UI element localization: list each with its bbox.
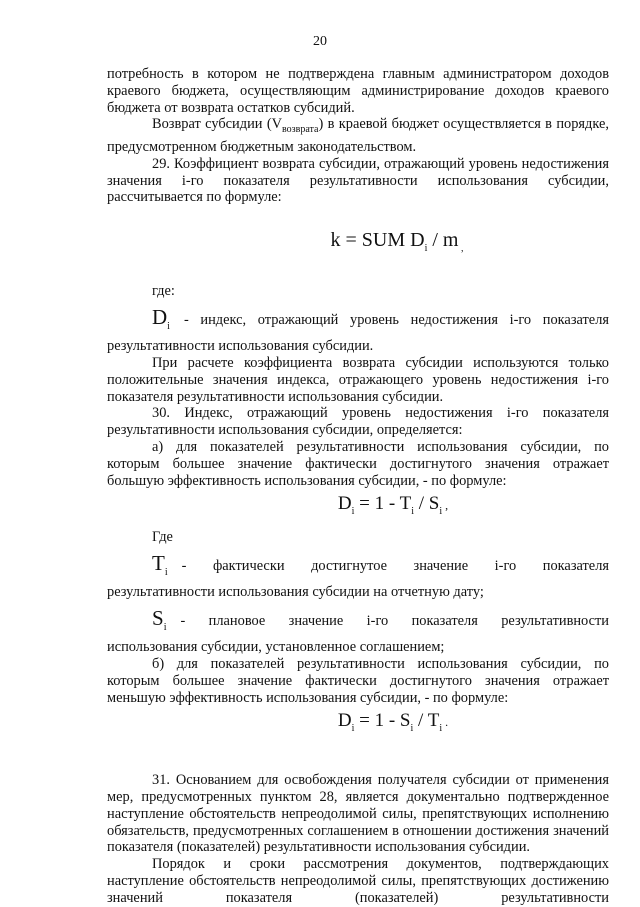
formula-b bbox=[107, 710, 609, 740]
definition-ti bbox=[107, 552, 609, 584]
where-label-1: где: bbox=[152, 283, 175, 300]
definition-ti-line1: - фактически достигнутое значение i-го показателя bbox=[181, 558, 609, 574]
formula-a-d-sub: i bbox=[351, 506, 355, 518]
paragraph-order: Порядок и сроки рассмотрения документов, подтверждающих наступление обстоятельств непреодолимой силы, препятствующих достижению значений показателя (показателей) результативности bbox=[107, 856, 609, 906]
paragraph-31: 31. Основанием для освобождения получателя субсидии от применения мер, предусмотренных пунктом 28, является документально подтвержденное наступление обстоятельств непреодолимой силы, препятствующих исполнению обязательств, предусмотренных соглашением в отношении достижения значений показателя (показателей) результативности использования субсидии. bbox=[107, 772, 609, 856]
formula-b-t-sub: i bbox=[439, 723, 443, 735]
formula-a-slash: / S bbox=[413, 493, 440, 515]
symbol-ti-letter: T bbox=[152, 551, 165, 575]
paragraph-intro: потребность в котором не подтверждена главным администратором доходов краевого бюджета, осуществляющим администрирование доходов краевого бюджета от возврата остатков субсидий. bbox=[107, 66, 609, 116]
paragraph-29: 29. Коэффициент возврата субсидии, отражающий уровень недостижения значения i-го показателя результативности использования субсидии, рассчитывается по формуле: bbox=[107, 155, 609, 206]
page-body bbox=[107, 66, 609, 907]
return-text-b: ) в краевой бюджет осуществляется в порядке, предусмотренном бюджетным законодательством. bbox=[107, 116, 609, 156]
formula-b-slash: / T bbox=[413, 710, 440, 732]
definition-si-line1: - плановое значение i-го показателя результативности bbox=[180, 612, 609, 629]
formula-b-d-sub: i bbox=[351, 723, 355, 735]
symbol-si-letter: S bbox=[152, 605, 164, 630]
definition-si-rest: использования субсидии, установленное соглашением; bbox=[107, 639, 445, 656]
symbol-ti-sub: i bbox=[164, 567, 168, 579]
symbol-si-sub: i bbox=[163, 622, 167, 634]
formula-a bbox=[107, 493, 609, 523]
where-label-2: Где bbox=[152, 529, 173, 546]
definition-di-rest: результативности использования субсидии. bbox=[107, 338, 374, 355]
page-number: 20 bbox=[313, 34, 327, 49]
definition-ti-rest: результативности использования субсидии на отчетную дату; bbox=[107, 584, 484, 601]
formula-k-c: , bbox=[458, 243, 464, 255]
paragraph-30a: а) для показателей результативности использования субсидии, по которым большее значение фактически достигнутого значения отражает большую эффективность использования субсидии, - по формуле: bbox=[107, 439, 609, 489]
formula-b-mid: = 1 - S bbox=[354, 710, 411, 732]
formula-k-sub: i bbox=[424, 243, 428, 255]
symbol-di bbox=[152, 306, 170, 338]
formula-k-a: k = SUM D bbox=[330, 229, 425, 252]
formula-b-end: . bbox=[442, 715, 449, 730]
paragraph-30b: б) для показателей результативности использования субсидии, по которым большее значение фактически достигнутого значения отражает меньшую эффективность использования субсидии, - по формуле: bbox=[107, 655, 609, 706]
formula-a-end: , bbox=[442, 498, 449, 513]
definition-di-line1: - индекс, отражающий уровень недостижения i-го показателя bbox=[183, 312, 609, 329]
symbol-si bbox=[152, 607, 166, 639]
symbol-di-sub: i bbox=[167, 321, 170, 333]
definition-di bbox=[107, 306, 609, 338]
formula-a-s-sub: i bbox=[439, 506, 443, 518]
spacer bbox=[107, 746, 609, 772]
symbol-ti bbox=[152, 552, 168, 584]
definition-si bbox=[107, 607, 609, 639]
formula-a-mid: = 1 - T bbox=[354, 493, 412, 515]
formula-a-t-sub: i bbox=[411, 506, 414, 518]
formula-k-b: / m bbox=[427, 229, 459, 252]
formula-b-d: D bbox=[337, 710, 352, 732]
paragraph-positive: При расчете коэффициента возврата субсидии используются только положительные значения индекса, отражающего уровень недостижения i-го показателя результативности использования субсидии. bbox=[107, 355, 609, 405]
symbol-di-letter: D bbox=[152, 305, 168, 330]
return-text-a: Возврат субсидии (V bbox=[152, 116, 283, 133]
paragraph-return bbox=[107, 116, 609, 155]
formula-a-d: D bbox=[337, 493, 352, 515]
return-subscript: возврата bbox=[282, 124, 319, 136]
formula-k bbox=[107, 228, 609, 261]
paragraph-30: 30. Индекс, отражающий уровень недостижения i-го показателя результативности использования субсидии, определяется: bbox=[107, 405, 609, 439]
formula-b-s-sub: i bbox=[410, 723, 414, 735]
